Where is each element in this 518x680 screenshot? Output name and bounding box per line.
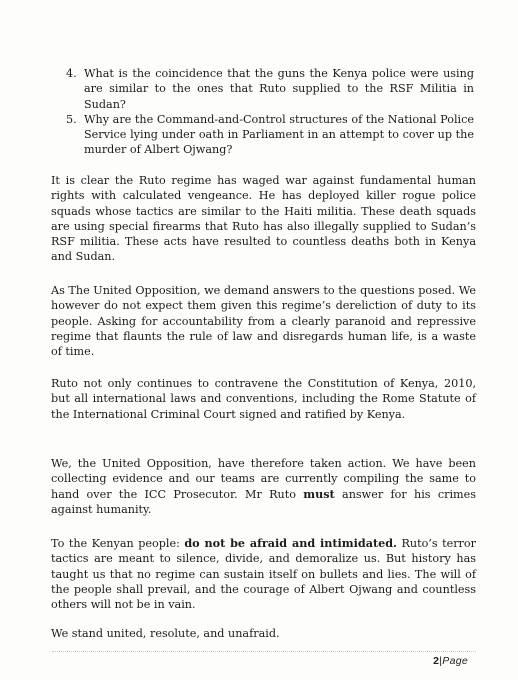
paragraph-text: To the Kenyan people: <box>51 537 185 550</box>
paragraph-taken-action <box>51 456 476 517</box>
question-text: What is the coincidence that the guns the Kenya police were using are similar to the ones that Ruto supplied to the RSF Militia in Sudan? <box>84 67 474 111</box>
paragraph-regime-war: It is clear the Ruto regime has waged war against fundamental human rights with calculated vengeance. He has deployed killer rogue police squads whose tactics are similar to the Haiti militia. These death squads are using special firearms that Ruto has also illegally supplied to Sudan’s RSF militia. These acts have resulted to countless deaths both in Kenya and Sudan. <box>51 174 476 264</box>
paragraph-text: We, the United Opposition, have therefore taken action. We have been collecting evidence and our teams are currently compiling the same to hand over the ICC Prosecutor. Mr Ruto <box>51 457 476 501</box>
closing-statement: We stand united, resolute, and unafraid. <box>51 627 280 640</box>
emphasis-text: must <box>303 486 335 501</box>
paragraph-demand-answers: As The United Opposition, we demand answers to the questions posed. We however do not expect them given this regime’s dereliction of duty to its people. Asking for accountability from a clearly paranoid and repressive regime that flaunts the rule of law and disregards human life, is a waste of time. <box>51 284 476 359</box>
question-item <box>62 112 474 158</box>
page-label: Page <box>442 655 468 667</box>
question-item <box>62 66 474 112</box>
paragraph-text: answer for his crimes against humanity. <box>51 487 476 516</box>
question-number: 5. <box>66 112 77 126</box>
footer-divider <box>52 651 476 652</box>
paragraph-kenyan-people <box>51 536 476 612</box>
page-number <box>433 654 468 669</box>
page-number-separator: | <box>439 655 443 667</box>
questions-list <box>62 66 474 158</box>
paragraph-constitution: Ruto not only continues to contravene the Constitution of Kenya, 2010, but all international laws and conventions, including the Rome Statute of the International Criminal Court signed and ratified by Kenya. <box>51 377 476 421</box>
question-text: Why are the Command-and-Control structures of the National Police Service lying under oath in Parliament in an attempt to cover up the murder of Albert Ojwang? <box>84 112 474 157</box>
question-number: 4. <box>66 67 77 80</box>
emphasis-text: do not be afraid and intimidated. <box>184 536 397 550</box>
paragraph-text: Ruto’s terror tactics are meant to silence, divide, and demoralize us. But history has taught us that no regime can sustain itself on bullets and lies. The will of the people shall prevail, and the courage of Albert Ojwang and countless others will not be in vain. <box>51 537 476 612</box>
page-number-value: 2 <box>433 655 440 667</box>
